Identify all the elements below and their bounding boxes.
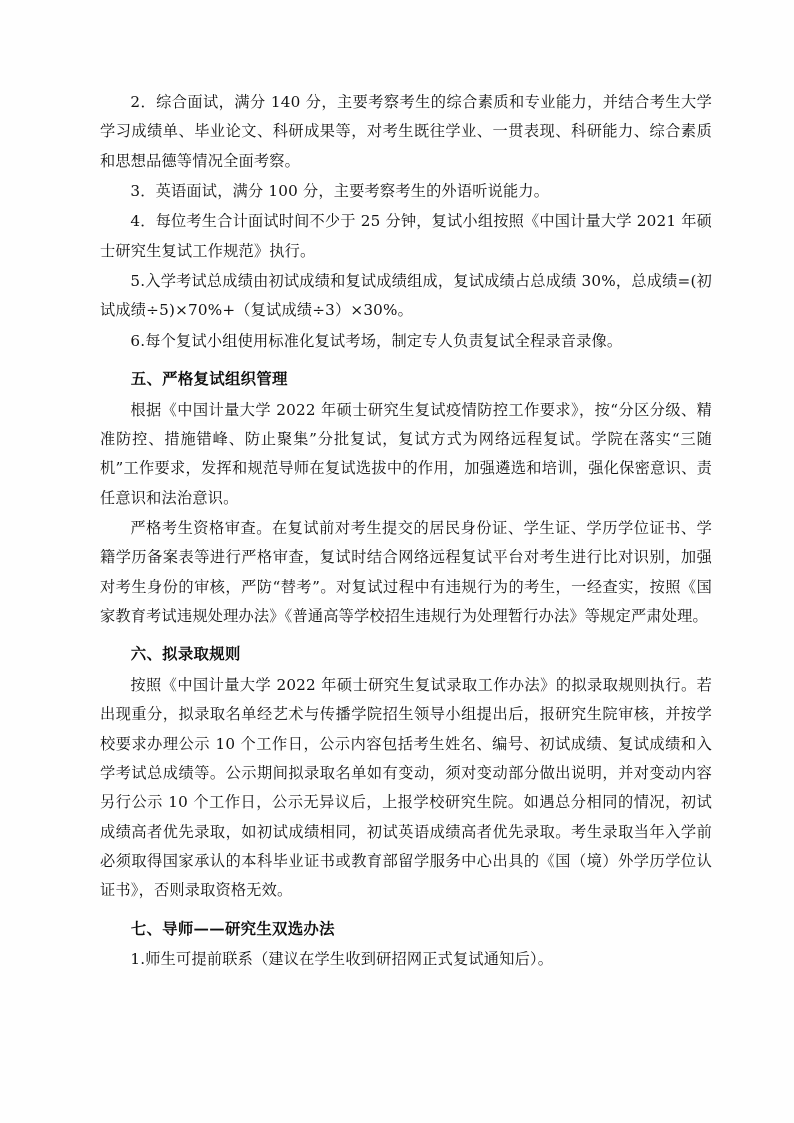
paragraph-interview-duration: 4．每位考生合计面试时间不少于 25 分钟，复试小组按照《中国计量大学 2021 年硕士研究生复试工作规范》执行。 xyxy=(100,212,712,260)
paragraph-epidemic-requirements: 根据《中国计量大学 2022 年硕士研究生复试疫情防控工作要求》，按“分区分级、精准防控、措施错峰、防止聚集”分批复试，复试方式为网络远程复试。学院在落实“三随机”工作要求，发挥和规范导师在复试选拔中的作用，加强遴选和培训，强化保密意识、责任意识和法治意识。 xyxy=(100,400,712,507)
paragraph-admission-procedure: 按照《中国计量大学 2022 年硕士研究生复试录取工作办法》的拟录取规则执行。若出现重分，拟录取名单经艺术与传播学院招生领导小组提出后，报研究生院审核，并按学校要求办理公示 10 个工作日，公示内容包括考生姓名、编号、初试成绩、复试成绩和入学考试总成绩等。公示期间拟录取名单如有变动，须对变动部分做出说明，并对变动内容另行公示 10 个工作日，公示无异议后，上报学校研究生院。如遇总分相同的情况，初试成绩高者优先录取，如初试成绩相同，初试英语成绩高者优先录取。考生录取当年入学前必须取得国家承认的本科毕业证书或教育部留学服务中心出具的《国（境）外学历学位认证书》，否则录取资格无效。 xyxy=(100,676,712,900)
paragraph-qualification-review: 严格考生资格审查。在复试前对考生提交的居民身份证、学生证、学历学位证书、学籍学历备案表等进行严格审查，复试时结合网络远程复试平台对考生进行比对识别，加强对考生身份的审核，严防“替考”。对复试过程中有违规行为的考生，一经查实，按照《国家教育考试违规处理办法》《普通高等学校招生违规行为处理暂行办法》等规定严肃处理。 xyxy=(100,518,712,625)
document-body xyxy=(100,88,712,975)
paragraph-english-interview: 3．英语面试，满分 100 分，主要考察考生的外语听说能力。 xyxy=(130,181,550,200)
heading-admission-rules: 六、拟录取规则 xyxy=(130,645,241,664)
paragraph-standard-exam-room: 6.每个复试小组使用标准化复试考场，制定专人负责复试全程录音录像。 xyxy=(130,331,623,350)
heading-advisor-mutual-selection: 七、导师——研究生双选办法 xyxy=(130,919,335,938)
paragraph-comprehensive-interview: 2．综合面试，满分 140 分，主要考察考生的综合素质和专业能力，并结合考生大学学习成绩单、毕业论文、科研成果等，对考生既往学业、一贯表现、科研能力、综合素质和思想品德等情况全面考察。 xyxy=(100,93,712,170)
paragraph-total-score-formula: 5.入学考试总成绩由初试成绩和复试成绩组成，复试成绩占总成绩 30%，总成绩=(初试成绩÷5)×70%+（复试成绩÷3）×30%。 xyxy=(100,271,712,320)
paragraph-advisor-contact: 1.师生可提前联系（建议在学生收到研招网正式复试通知后）。 xyxy=(130,950,554,969)
heading-strict-organization-management: 五、严格复试组织管理 xyxy=(130,369,288,388)
